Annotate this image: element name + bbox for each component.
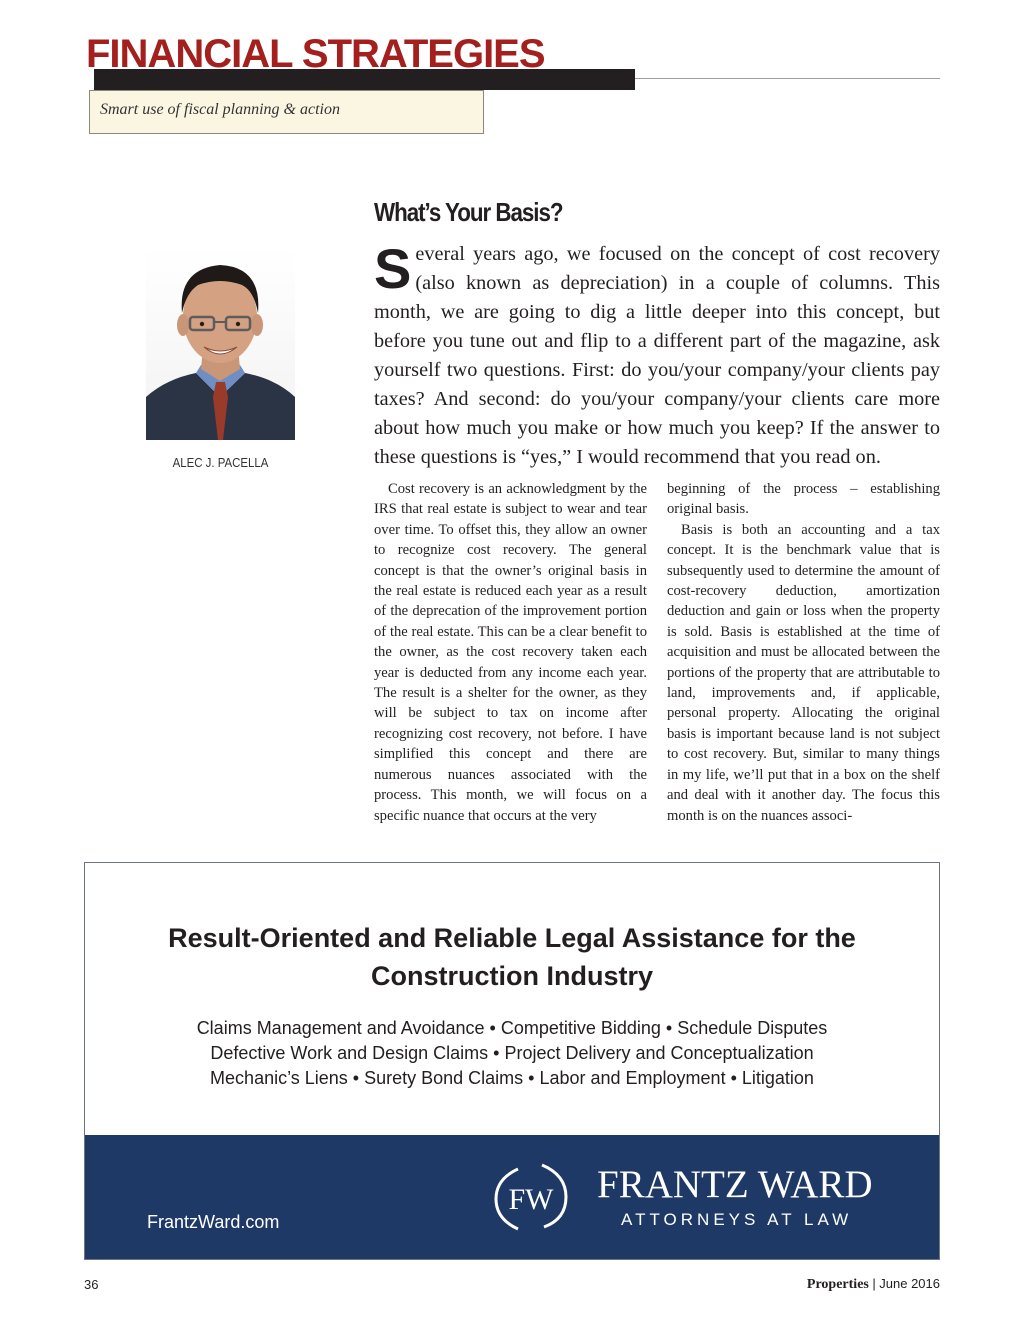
author-photo (146, 247, 295, 440)
lead-text: everal years ago, we focused on the concept of cost recovery (also known as depreciation) in a couple of columns. This month, we are going to dig a little deeper into this concept, but before you tune out and flip to a different part of the magazine, ask yourself two questions. First: do you/your company/your clients pay taxes? And second: do you/your company/your clients care more about how much you make or how much you keep? If the answer to these questions is “yes,” I would recommend that you read on. (374, 243, 940, 468)
author-name: ALEC J. PACELLA (172, 455, 269, 470)
article-lead (374, 237, 940, 472)
ad-headline-line: Result-Oriented and Reliable Legal Assistance for the (168, 923, 856, 953)
paragraph: Cost recovery is an acknowledgment by the IRS that real estate is subject to wear and tear over time. To offset this, they allow an owner to recognize cost recovery. The general concept is that the owner’s original basis in the real estate is reduced each year as a result of the deprecation of the improvement portion of the real estate. This can be a clear benefit to the owner, as the cost recovery taken each year is deducted from any income each year. The result is a shelter for the owner, as they will be subject to tax on income after recognizing cost recovery, not before. I have simplified this concept and there are numerous nuances associated with the process. This month, we will focus on a specific nuance that occurs at the very (374, 481, 647, 824)
section-title: FINANCIAL STRATEGIES (86, 32, 545, 76)
ad-headline (85, 919, 939, 995)
section-subtitle: Smart use of fiscal planning & action (100, 101, 340, 118)
article-column-2 (667, 479, 940, 826)
ad-url-link[interactable]: FrantzWard.com (147, 1212, 280, 1232)
firm-subtitle: ATTORNEYS AT LAW (621, 1210, 853, 1229)
article-headline: What’s Your Basis? (374, 197, 563, 227)
publication-name: Properties (806, 1277, 869, 1292)
firm-logo-icon (490, 1157, 570, 1237)
advertisement[interactable] (84, 862, 940, 1260)
footer-publication (807, 1276, 940, 1293)
logo-monogram: FW (508, 1183, 554, 1216)
ad-services-line: Mechanic’s Liens • Surety Bond Claims • Labor and Employment • Litigation (210, 1068, 814, 1088)
subtitle-box (89, 90, 484, 134)
paragraph: Basis is both an accounting and a tax concept. It is the benchmark value that is subsequently used to determine the amount of cost-recovery deduction, amortization deduction and gain or loss when the property is sold. Basis is established at the time of acquisition and must be allocated between the portions of the property that are attributable to land, improvements and, if applicable, personal property. Allocating the original basis is important because land is not subject to cost recovery. But, similar to many things in my life, we’ll put that in a box on the shelf and deal with it another day. The focus this month is on the nuances associ- (667, 521, 940, 824)
issue-date: June 2016 (879, 1276, 940, 1291)
title-rule (635, 78, 940, 79)
dropcap: S (374, 237, 412, 300)
firm-name: FRANTZ WARD (597, 1163, 873, 1206)
ad-services-line: Defective Work and Design Claims • Project Delivery and Conceptualization (210, 1043, 814, 1063)
paragraph: beginning of the process – establishing original basis. (667, 481, 940, 518)
ad-headline-line: Construction Industry (371, 961, 653, 991)
footer-separator: | (872, 1276, 876, 1291)
page-number: 36 (84, 1277, 99, 1292)
article-column-1 (374, 479, 647, 826)
ad-services-line: Claims Management and Avoidance • Competitive Bidding • Schedule Disputes (196, 1018, 828, 1038)
ad-band (85, 1135, 939, 1259)
ad-services (85, 1016, 939, 1091)
